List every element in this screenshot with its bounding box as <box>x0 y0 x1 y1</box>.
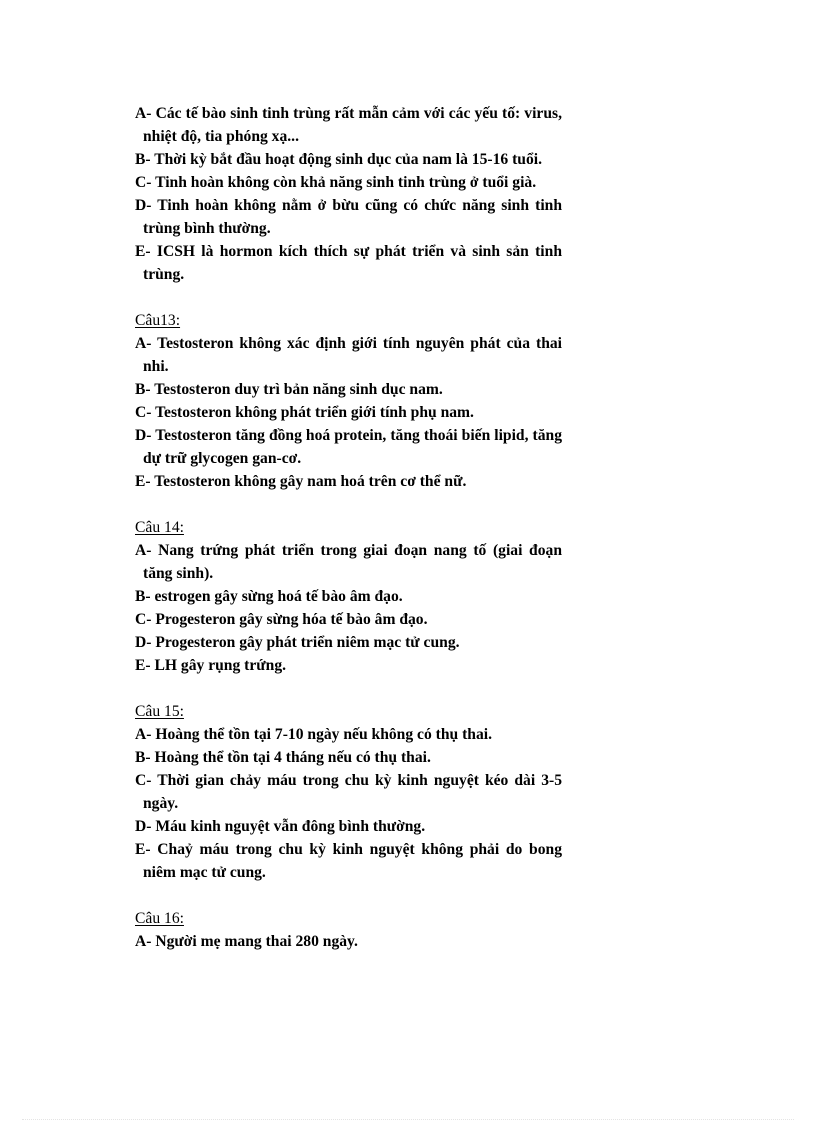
page-content <box>135 102 562 953</box>
answer-option: A- Hoàng thể tồn tại 7-10 ngày nếu không có thụ thai. <box>135 726 492 743</box>
answer-option: E- Testosteron không gây nam hoá trên cơ thể nữ. <box>135 473 467 490</box>
question-15 <box>135 700 562 884</box>
answer-option: C- Thời gian chảy máu trong chu kỳ kinh nguyệt kéo dài 3-5 ngày. <box>135 772 562 812</box>
answer-option: E- Chaỷ máu trong chu kỳ kinh nguyệt không phải do bong niêm mạc tử cung. <box>135 841 562 881</box>
answer-option: A- Người mẹ mang thai 280 ngày. <box>135 933 358 950</box>
question-14 <box>135 516 562 677</box>
answer-option: C- Progesteron gây sừng hóa tế bào âm đạo. <box>135 611 428 628</box>
answer-option: D- Tinh hoàn không nằm ở bừu cũng có chức năng sinh tinh trùng bình thường. <box>135 197 562 237</box>
question-13 <box>135 309 562 493</box>
spacer <box>135 677 562 700</box>
question-16 <box>135 907 562 953</box>
page-bottom-rule <box>22 1119 794 1120</box>
answer-option: D- Testosteron tăng đồng hoá protein, tăng thoái biến lipid, tăng dự trữ glycogen gan-cơ. <box>135 427 562 467</box>
answer-option: E- LH gây rụng trứng. <box>135 657 287 674</box>
answer-option: B- Testosteron duy trì bản năng sinh dục nam. <box>135 381 443 398</box>
answer-option: B- Hoàng thể tồn tại 4 tháng nếu có thụ thai. <box>135 749 431 766</box>
answer-option: C- Tinh hoàn không còn khả năng sinh tinh trùng ở tuổi già. <box>135 174 537 191</box>
answer-option: C- Testosteron không phát triển giới tính phụ nam. <box>135 404 474 421</box>
answer-option: A- Testosteron không xác định giới tính nguyên phát của thai nhi. <box>135 335 562 375</box>
question-heading: Câu13: <box>135 312 181 329</box>
answer-option: B- estrogen gây sừng hoá tế bào âm đạo. <box>135 588 403 605</box>
question-12 <box>135 102 562 286</box>
answer-option: D- Progesteron gây phát triển niêm mạc tử cung. <box>135 634 460 651</box>
answer-option: A- Các tế bào sinh tinh trùng rất mẫn cảm với các yếu tố: virus, nhiệt độ, tia phóng xạ... <box>135 105 562 145</box>
answer-option: D- Máu kinh nguyệt vẫn đông bình thường. <box>135 818 426 835</box>
answer-option: E- ICSH là hormon kích thích sự phát triển và sinh sản tinh trùng. <box>135 243 562 283</box>
answer-option: B- Thời kỳ bắt đầu hoạt động sinh dục của nam là 15-16 tuổi. <box>135 151 542 168</box>
spacer <box>135 286 562 309</box>
spacer <box>135 493 562 516</box>
question-heading: Câu 16: <box>135 910 184 927</box>
answer-option: A- Nang trứng phát triển trong giai đoạn nang tố (giai đoạn tăng sinh). <box>135 542 562 582</box>
spacer <box>135 884 562 907</box>
question-heading: Câu 15: <box>135 703 184 720</box>
question-heading: Câu 14: <box>135 519 184 536</box>
